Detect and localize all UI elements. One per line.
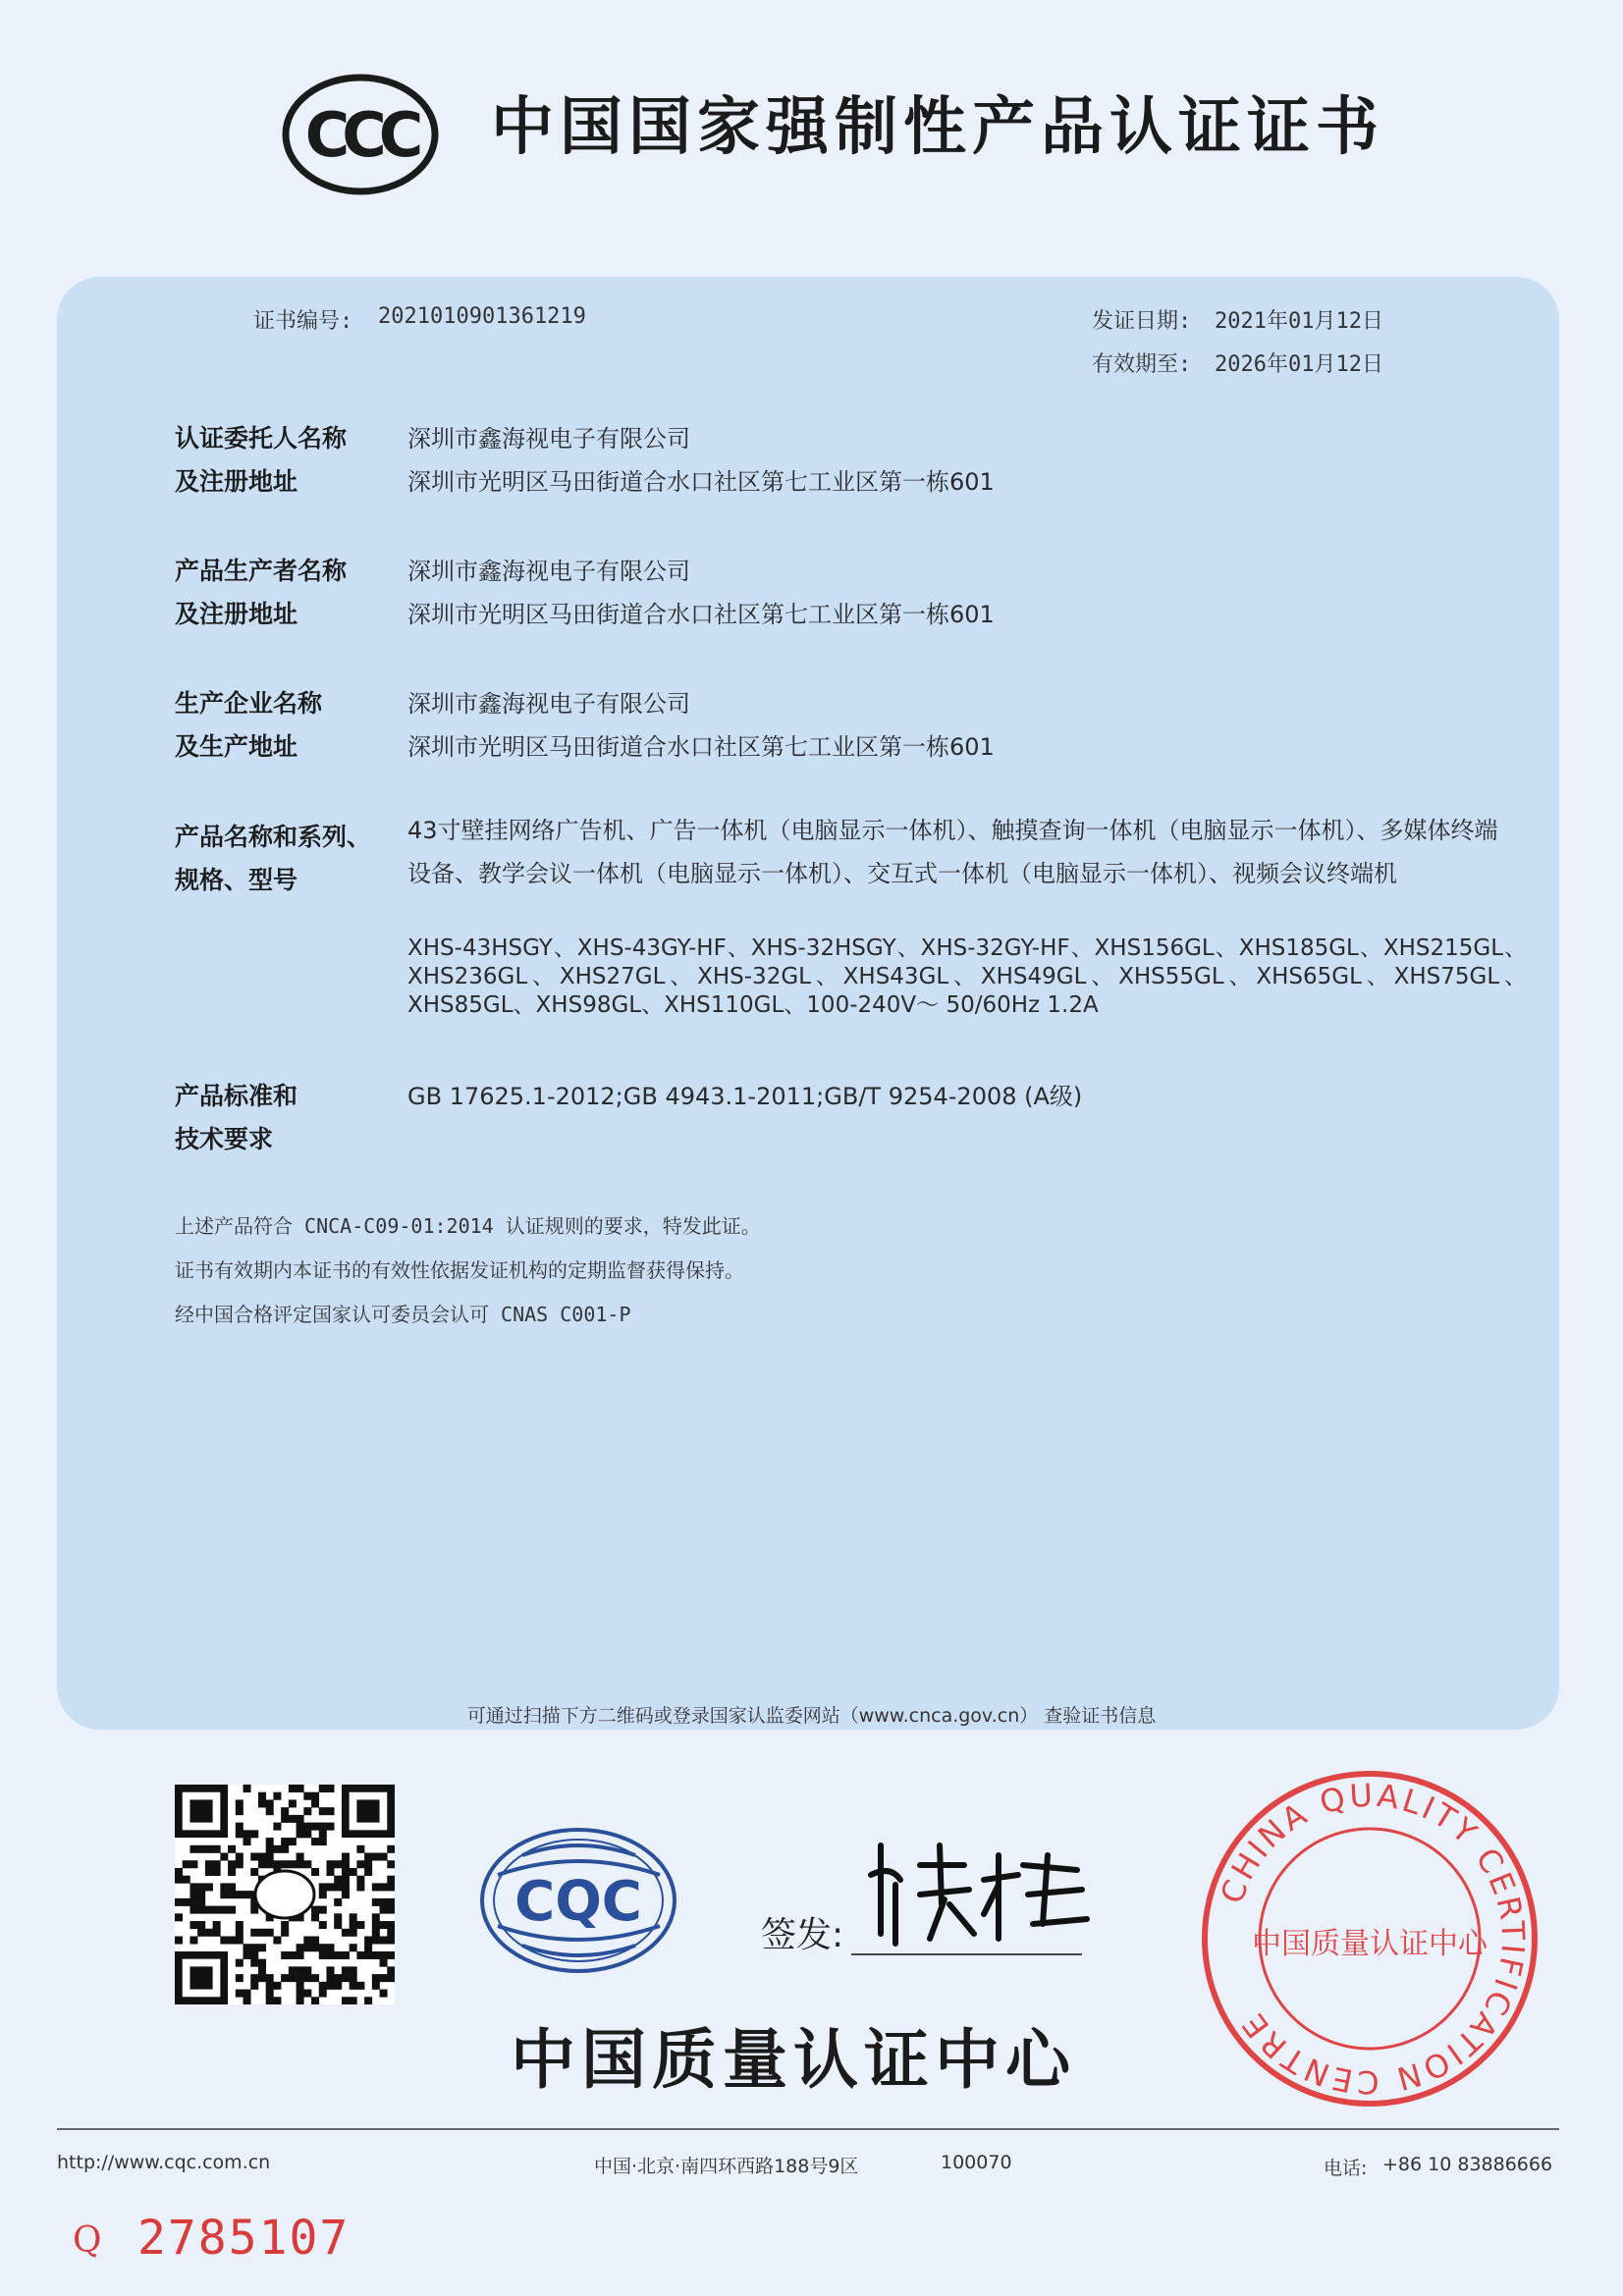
serial-number: 2785107 (137, 2211, 351, 2266)
serial-prefix: Q (73, 2220, 102, 2261)
signature-line (851, 1953, 1082, 1955)
footer-phone-label: 电话: (1324, 2158, 1368, 2179)
ccc-logo-text: CCC (304, 99, 416, 171)
applicant-label-1: 认证委托人名称 (175, 424, 348, 453)
issue-date: 2021年01月12日 (1215, 309, 1383, 334)
expiry-date-label: 有效期至: (1092, 352, 1192, 377)
ccc-logo (282, 74, 439, 196)
note-line-1: 上述产品符合 CNCA-C09-01:2014 认证规则的要求，特发此证。 (175, 1214, 761, 1238)
product-label-2: 规格、型号 (175, 866, 298, 894)
factory-address: 深圳市光明区马田街道合水口社区第七工业区第一栋601 (407, 733, 995, 761)
footer-rule (57, 2128, 1559, 2130)
seal-inner-text: 中国质量认证中心 (1252, 1927, 1488, 1961)
qr-code (175, 1785, 395, 2004)
official-seal (1198, 1767, 1542, 2110)
handwritten-signature (851, 1826, 1097, 1953)
signature-label: 签发: (761, 1915, 844, 1955)
factory-name: 深圳市鑫海视电子有限公司 (407, 690, 690, 718)
applicant-address: 深圳市光明区马田街道合水口社区第七工业区第一栋601 (407, 468, 995, 496)
expiry-date: 2026年01月12日 (1215, 352, 1383, 377)
product-models: XHS-43HSGY、XHS-43GY-HF、XHS-32HSGY、XHS-32GY-HF、XHS156GL、XHS185GL、XHS215GL、XHS236GL、XHS27GL、XHS-32GL、XHS43GL、XHS49GL、XHS55GL、XHS65GL、XHS75GL、XHS85GL、XHS98GL、XHS110GL、100-240V～ 50/60Hz 1.2A (407, 935, 1527, 1018)
seal-outer-text: CHINA QUALITY CERTIFICATION CENTRE (1213, 1776, 1533, 2102)
cqc-logo (478, 1826, 679, 1976)
manufacturer-name: 深圳市鑫海视电子有限公司 (407, 558, 690, 585)
manufacturer-label-2: 及注册地址 (175, 600, 298, 628)
issuer-name: 中国质量认证中心 (511, 2022, 1076, 2098)
standard-value: GB 17625.1-2012;GB 4943.1-2011;GB/T 9254-2008 (A级) (407, 1083, 1083, 1110)
applicant-label-2: 及注册地址 (175, 467, 298, 496)
qr-code-pattern (175, 1785, 395, 2004)
manufacturer-address: 深圳市光明区马田街道合水口社区第七工业区第一栋601 (407, 601, 995, 628)
applicant-name: 深圳市鑫海视电子有限公司 (407, 425, 690, 453)
cert-no-label: 证书编号: (253, 309, 353, 334)
issue-date-label: 发证日期: (1092, 309, 1192, 334)
factory-label-1: 生产企业名称 (175, 689, 323, 718)
certificate-title: 中国国家强制性产品认证证书 (491, 91, 1384, 164)
standard-label-2: 技术要求 (175, 1125, 274, 1153)
note-line-3: 经中国合格评定国家认可委员会认可 CNAS C001-P (175, 1303, 631, 1326)
footer-address: 中国·北京·南四环西路188号9区 (594, 2156, 859, 2177)
note-line-2: 证书有效期内本证书的有效性依据发证机构的定期监督获得保持。 (175, 1258, 744, 1282)
product-label-1: 产品名称和系列、 (175, 823, 372, 851)
footer-postcode: 100070 (941, 2152, 1012, 2173)
cqc-logo-text: CQC (514, 1870, 642, 1934)
manufacturer-label-1: 产品生产者名称 (175, 557, 348, 585)
verify-note: 可通过扫描下方二维码或登录国家认监委网站（www.cnca.gov.cn） 查验证书信息 (466, 1705, 1157, 1727)
cert-no: 2021010901361219 (378, 304, 586, 329)
footer-website: http://www.cqc.com.cn (57, 2152, 271, 2173)
standard-label-1: 产品标准和 (175, 1082, 298, 1110)
product-description: 43寸壁挂网络广告机、广告一体机（电脑显示一体机）、触摸查询一体机（电脑显示一体机）、多媒体终端设备、教学会议一体机（电脑显示一体机）、交互式一体机（电脑显示一体机）、视频会议终端机 (407, 817, 1498, 887)
footer-phone: +86 10 83886666 (1382, 2154, 1553, 2175)
factory-label-2: 及生产地址 (175, 732, 298, 761)
